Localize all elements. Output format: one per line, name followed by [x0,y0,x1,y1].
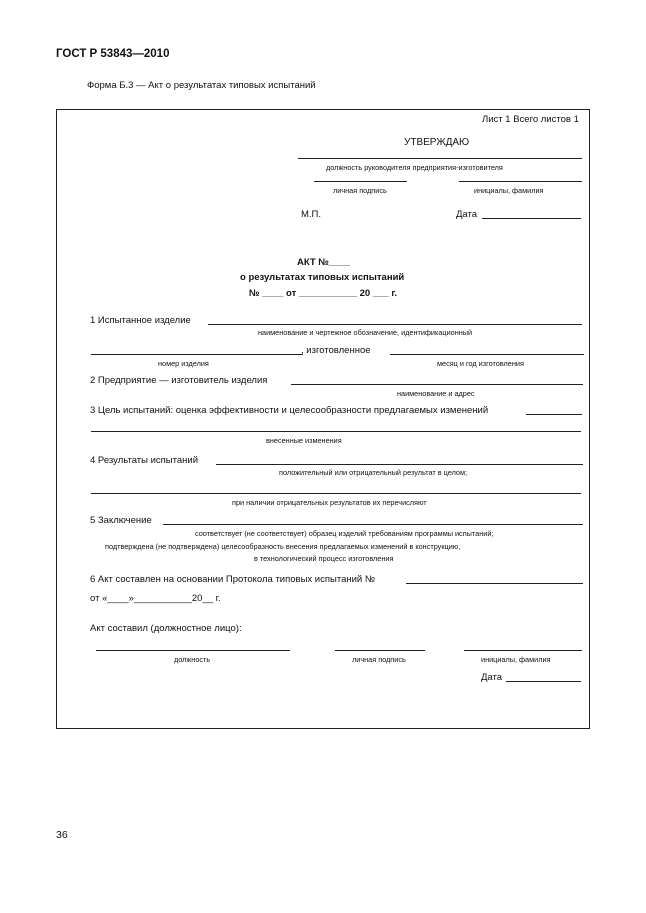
act-number-date: № ____ от ___________ 20 ___ г. [249,288,397,299]
item1-number-line [91,354,303,355]
item1-line [208,324,582,325]
standard-code: ГОСТ Р 53843—2010 [56,48,170,60]
compiled-date-line [506,681,581,682]
item3-line [91,431,581,432]
item5-caption2: подтверждена (не подтверждена) целесообразность внесения предлагаемых изменений в конструкцию, [105,542,461,551]
position-line [298,158,582,159]
compiled-signature-caption: личная подпись [352,655,406,664]
item5-line [163,524,583,525]
initials-line [459,181,582,182]
compiled-position-caption: должность [174,655,211,664]
item5-label: 5 Заключение [90,515,152,526]
form-frame [56,109,590,729]
act-subtitle: о результатах типовых испытаний [240,272,405,283]
compiled-date-label: Дата [481,672,503,683]
sheet-info: Лист 1 Всего листов 1 [482,114,579,125]
item2-caption: наименование и адрес [397,389,475,398]
compiled-signature-line [335,650,425,651]
item1-number-caption: номер изделия [158,359,209,368]
signature-line [314,181,407,182]
item1-caption: наименование и чертежное обозначение, идентификационный [258,328,473,337]
item1-month-caption: месяц и год изготовления [437,359,524,368]
item4-label: 4 Результаты испытаний [90,455,199,466]
compiled-initials-line [464,650,582,651]
item2-label: 2 Предприятие — изготовитель изделия [90,375,268,386]
position-caption: должность руководителя предприятия-изготовителя [326,163,503,172]
act-title: АКТ №____ [297,257,351,268]
item3-line-end [526,414,582,415]
approve-title: УТВЕРЖДАЮ [404,137,470,148]
item6-label: 6 Акт составлен на основании Протокола типовых испытаний № [90,574,376,585]
item3-label: 3 Цель испытаний: оценка эффективности и целесообразности предлагаемых изменений [90,405,489,416]
item4-caption1: положительный или отрицательный результат в целом; [279,468,468,477]
compiled-position-line [96,650,290,651]
stamp-label: М.П. [301,209,322,220]
item1-month-line [390,354,584,355]
item1-manufactured: , изготовленное [301,345,371,356]
item4-line2 [91,493,581,494]
item4-caption2: при наличии отрицательных результатов их перечисляют [232,498,427,507]
page-number: 36 [56,829,68,841]
compiled-initials-caption: инициалы, фамилия [481,655,551,664]
approve-date-line [482,218,581,219]
item1-label: 1 Испытанное изделие [90,315,191,326]
approve-date-label: Дата [456,209,478,220]
item5-caption3: в технологический процесс изготовления [254,554,394,563]
initials-caption: инициалы, фамилия [474,186,544,195]
item6-line [406,583,583,584]
item3-caption: внесенные изменения [266,436,342,445]
form-title: Форма Б.3 — Акт о результатах типовых испытаний [87,80,316,91]
item2-line [291,384,583,385]
signature-caption: личная подпись [333,186,387,195]
item4-line [216,464,583,465]
item6-date: от «____»___________20__ г. [90,593,221,604]
compiled-label: Акт составил (должностное лицо): [90,623,242,634]
item5-caption1: соответствует (не соответствует) образец изделий требованиям программы испытаний; [195,529,494,538]
